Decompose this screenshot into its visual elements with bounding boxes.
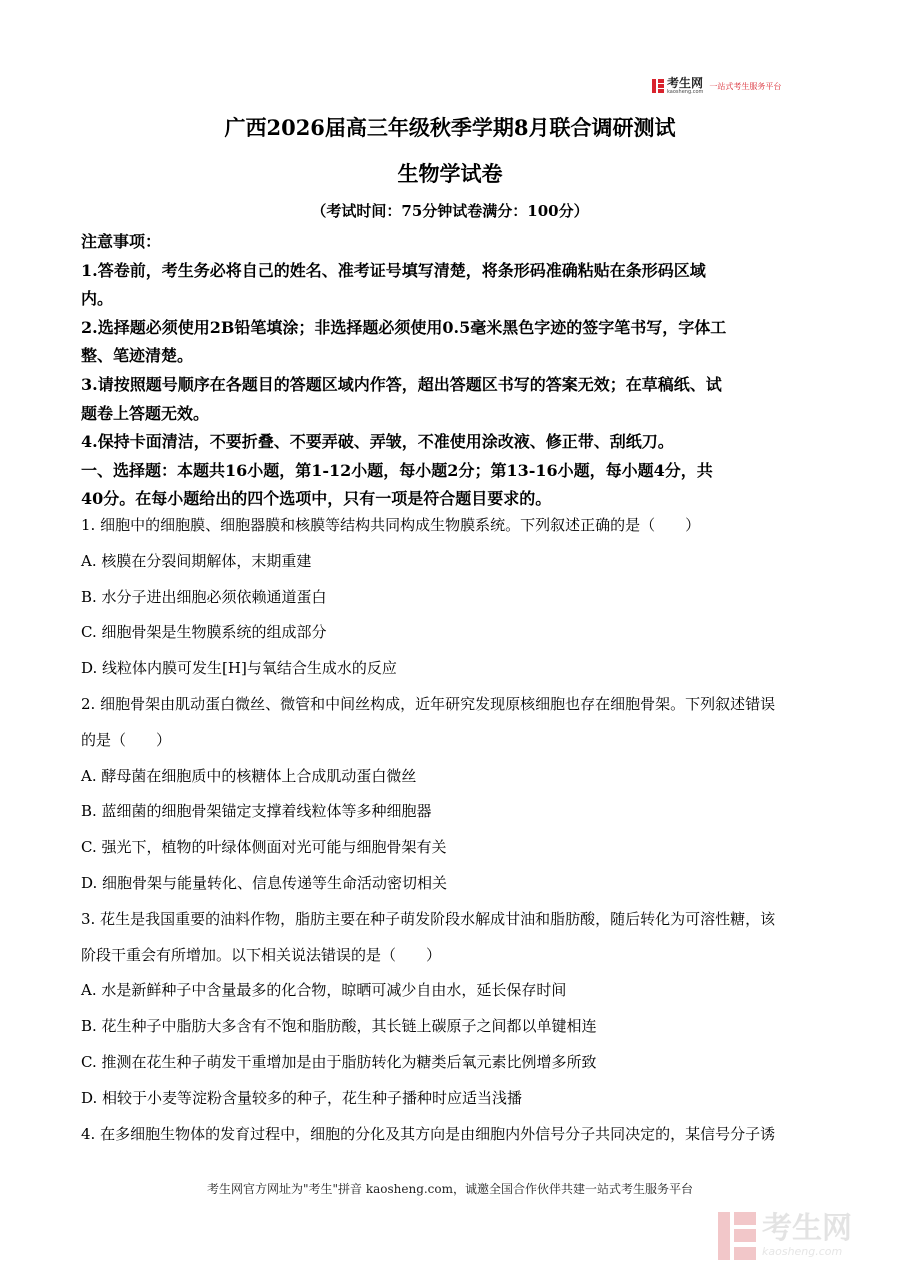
- option-line: B. 蓝细菌的细胞骨架锚定支撑着线粒体等多种细胞器: [81, 802, 432, 821]
- watermark-logo-icon: [718, 1212, 756, 1260]
- logo-domain: kaosheng.com: [667, 89, 704, 95]
- option-line: B. 花生种子中脂肪大多含有不饱和脂肪酸，其长链上碳原子之间都以单键相连: [81, 1017, 597, 1036]
- notes-line: 2.选择题必须使用2B铅笔填涂；非选择题必须使用0.5毫米黑色字迹的签字笔书写，字体工: [81, 317, 727, 337]
- question-line: 3. 花生是我国重要的油料作物，脂肪主要在种子萌发阶段水解成甘油和脂肪酸，随后转化为可溶性糖，该: [81, 909, 776, 928]
- question-line: 1. 细胞中的细胞膜、细胞器膜和核膜等结构共同构成生物膜系统。下列叙述正确的是（ ）: [81, 516, 701, 534]
- option-line: D. 细胞骨架与能量转化、信息传递等生命活动密切相关: [81, 873, 448, 892]
- exam-time-info: （考试时间：75分钟试卷满分：100分）: [311, 202, 589, 220]
- header-logo: [652, 74, 822, 98]
- question-line: 的是（ ）: [81, 730, 172, 749]
- page-footer: 考生网官方网址为"考生"拼音 kaosheng.com，诚邀全国合作伙伴共建一站式考生服务平台: [206, 1182, 694, 1196]
- option-line: A. 核膜在分裂间期解体，末期重建: [81, 551, 312, 570]
- notes-line: 内。: [81, 289, 114, 309]
- question-line: 阶段干重会有所增加。以下相关说法错误的是（ ）: [81, 945, 442, 964]
- option-line: C. 强光下，植物的叶绿体侧面对光可能与细胞骨架有关: [81, 838, 447, 857]
- notes-line: 题卷上答题无效。: [81, 403, 210, 423]
- section-heading: 一、选择题：本题共16小题，第1-12小题，每小题2分；第13-16小题，每小题4分，共: [81, 460, 713, 480]
- notes-line: 整、笔迹清楚。: [81, 346, 194, 366]
- section-heading: 40分。在每小题给出的四个选项中，只有一项是符合题目要求的。: [81, 489, 552, 509]
- notes-line: 3.请按照题号顺序在各题目的答题区域内作答，超出答题区书写的答案无效；在草稿纸、试: [81, 374, 722, 394]
- exam-subject: 生物学试卷: [397, 161, 503, 186]
- question-line: 4. 在多细胞生物体的发育过程中，细胞的分化及其方向是由细胞内外信号分子共同决定的，某信号分子诱: [81, 1124, 776, 1143]
- logo-slogan: 一站式考生服务平台: [709, 81, 782, 91]
- watermark-name: 考生网: [762, 1211, 852, 1246]
- notes-line: 4.保持卡面清洁，不要折叠、不要弄破、弄皱，不准使用涂改液、修正带、刮纸刀。: [81, 432, 674, 452]
- option-line: D. 线粒体内膜可发生[H]与氧结合生成水的反应: [81, 659, 397, 678]
- watermark-logo: [718, 1208, 888, 1263]
- option-line: A. 水是新鲜种子中含量最多的化合物，晾晒可减少自由水，延长保存时间: [81, 981, 567, 1000]
- option-line: C. 细胞骨架是生物膜系统的组成部分: [81, 623, 327, 642]
- kaosheng-logo-icon: [652, 79, 664, 93]
- questions-block: [81, 508, 821, 1152]
- notes-line: 1.答卷前，考生务必将自己的姓名、准考证号填写清楚，将条形码准确粘贴在条形码区域: [81, 260, 706, 280]
- option-line: D. 相较于小麦等淀粉含量较多的种子，花生种子播种时应适当浅播: [81, 1088, 523, 1107]
- logo-name: 考生网: [667, 76, 704, 90]
- option-line: C. 推测在花生种子萌发干重增加是由于脂肪转化为糖类后氧元素比例增多所致: [81, 1052, 597, 1071]
- watermark-domain: kaosheng.com: [762, 1245, 843, 1258]
- notes-heading: 注意事项：: [81, 232, 162, 251]
- question-line: 2. 细胞骨架由肌动蛋白微丝、微管和中间丝构成，近年研究发现原核细胞也存在细胞骨架。下列叙述错误: [81, 694, 776, 713]
- option-line: B. 水分子进出细胞必须依赖通道蛋白: [81, 587, 327, 606]
- option-line: A. 酵母菌在细胞质中的核糖体上合成肌动蛋白微丝: [81, 766, 417, 785]
- notes-block: [81, 228, 821, 514]
- exam-title: 广西2026届高三年级秋季学期8月联合调研测试: [224, 115, 676, 140]
